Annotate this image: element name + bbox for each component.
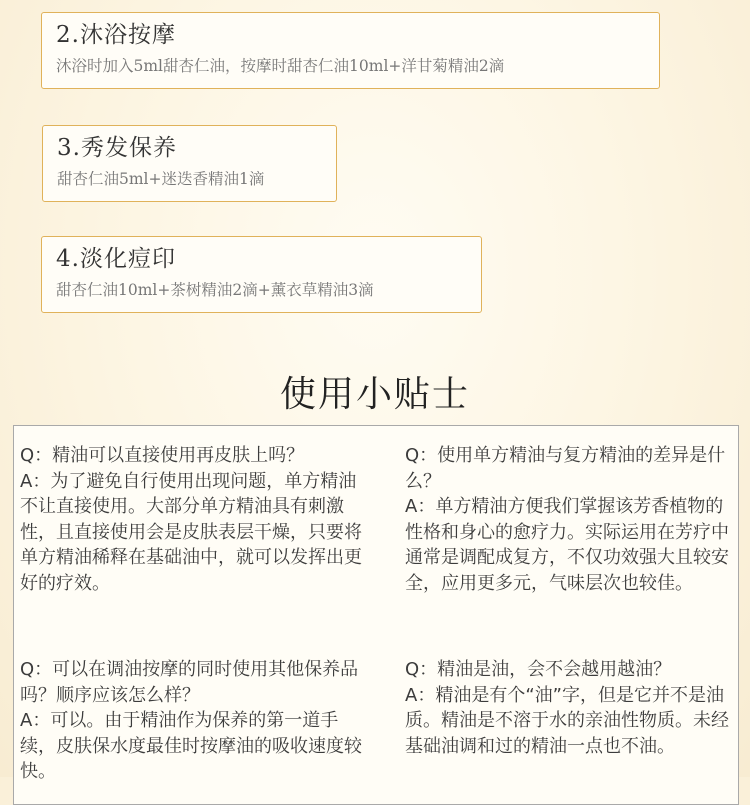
tip-card-bath-massage [41,12,660,89]
faq-answer: A：为了避免自行使用出现问题，单方精油不让直接使用。大部分单方精油具有刺激性，且直接使用会是皮肤表层干燥，只要将单方精油稀释在基础油中，就可以发挥出更好的疗效。 [20,470,362,594]
tip-card-acne-marks [41,236,482,313]
card-title: 2.沐浴按摩 [56,22,176,48]
tips-heading: 使用小贴士 [279,374,470,415]
faq-question: Q：精油是油，会不会越用越油？ [405,659,672,680]
faq-answer: A：可以。由于精油作为保养的第一道手续，皮肤保水度最佳时按摩油的吸收速度较快。 [20,710,362,782]
faq-question: Q：精油可以直接使用再皮肤上吗？ [20,445,305,466]
faq-question: Q：使用单方精油与复方精油的差异是什么？ [405,445,726,492]
faq-item [405,443,737,596]
faq-item [405,657,737,759]
faq-answer: A：单方精油方便我们掌握该芳香植物的性格和身心的愈疗力。实际运用在芳疗中通常是调配成复方，不仅功效强大且较安全，应用更多元，气味层次也较佳。 [405,496,729,594]
tip-card-hair-care [42,125,337,202]
faq-question: Q：可以在调油按摩的同时使用其他保养品吗？顺序应该怎么样？ [20,659,359,706]
card-description: 甜杏仁油10ml+茶树精油2滴+薰衣草精油3滴 [56,281,374,299]
card-description: 沐浴时加入5ml甜杏仁油，按摩时甜杏仁油10ml+洋甘菊精油2滴 [56,57,505,75]
faq-item [20,443,373,596]
faq-item [20,657,373,785]
card-title: 4.淡化痘印 [56,246,176,272]
tips-faq-box [13,425,739,805]
card-description: 甜杏仁油5ml+迷迭香精油1滴 [57,170,265,188]
card-title: 3.秀发保养 [57,135,177,161]
faq-answer: A：精油是有个“油”字，但是它并不是油质。精油是不溶于水的亲油性物质。未经基础油调和过的精油一点也不油。 [405,684,729,757]
